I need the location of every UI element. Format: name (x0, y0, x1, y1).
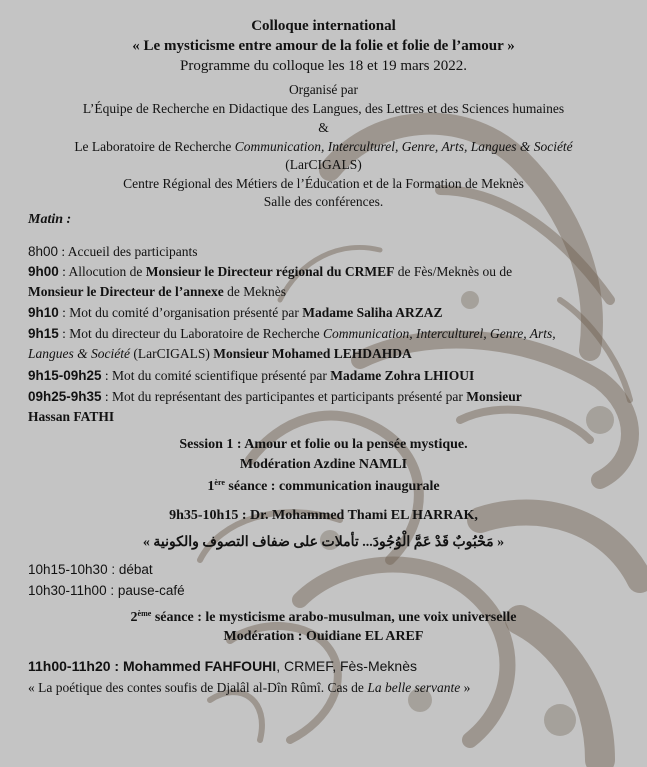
break-item: 10h30-11h00 : pause-café (28, 583, 185, 598)
schedule-item: 9h15 : Mot du directeur du Laboratoire de Recherche Communication, Interculturel, Genre, Arts, (28, 326, 556, 341)
keynote (0, 508, 647, 524)
schedule-time: 09h25-9h35 (28, 389, 102, 404)
schedule-time: 9h15 (28, 326, 59, 341)
break-time: 10h15-10h30 (28, 562, 108, 577)
session-1-moderation: Modération Azdine NAMLI (239, 457, 408, 472)
venue: Salle des conférences. (263, 194, 384, 209)
break-time: 10h30-11h00 (28, 583, 107, 598)
schedule-item-continued: Monsieur le Directeur de l’annexe de Meknès (28, 284, 286, 299)
research-team: L’Équipe de Recherche en Didactique des Langues, des Lettres et des Sciences humaines (82, 101, 565, 116)
morning-label: Matin : (28, 212, 72, 227)
keynote-speaker: Dr. Mohammed Thami EL HARRAK, (249, 508, 478, 523)
lab-prefix: Le Laboratoire de Recherche (74, 139, 235, 154)
session-1-title: Session 1 : Amour et folie ou la pensée mystique. (179, 437, 468, 452)
session-2-seance: 2ème séance : le mysticisme arabo-musulman, une voix universelle (130, 609, 517, 625)
talk-time: 11h00-11h20 : (28, 658, 123, 674)
talk-title: « La poétique des contes soufis de Djalâl al-Dîn Rûmî. Cas de La belle servante » (28, 680, 471, 695)
schedule-time: 9h15-09h25 (28, 368, 102, 383)
schedule-item: 9h00 : Allocution de Monsieur le Directeur régional du CRMEF de Fès/Meknès ou de (28, 264, 513, 279)
centre-name: Centre Régional des Métiers de l’Éducation et de la Formation de Meknès (123, 176, 524, 191)
colloquium-title: Colloque international (251, 18, 396, 34)
talk-affiliation: , CRMEF, Fès-Meknès (276, 658, 417, 674)
ampersand: & (318, 120, 329, 135)
schedule-item: 09h25-9h35 : Mot du représentant des participantes et participants présenté par Monsieur (28, 389, 522, 404)
colloquium-theme: « Le mysticisme entre amour de la folie et folie de l’amour » (132, 38, 515, 54)
schedule-time: 9h10 (28, 305, 59, 320)
schedule-item-continued: Hassan FATHI (28, 409, 115, 424)
lab-acronym: (LarCIGALS) (285, 157, 362, 172)
talk-speaker: Mohammed FAHFOUHI (122, 658, 277, 674)
schedule-time: 8h00 (28, 244, 59, 259)
programme-dates: Programme du colloque les 18 et 19 mars 2022. (179, 58, 468, 74)
organized-by: Organisé par (288, 82, 359, 97)
session-1-seance: 1ère séance : communication inaugurale (207, 478, 440, 494)
lab-name: Communication, Interculturel, Genre, Arts, Langues & Société (234, 139, 573, 154)
laboratory-line (0, 139, 647, 155)
schedule-item-continued: Langues & Société (LarCIGALS) Monsieur Mohamed LEHDAHDA (28, 346, 412, 361)
schedule-item: 8h00 : Accueil des participants (28, 244, 198, 259)
talk-item (28, 658, 628, 676)
break-item: 10h15-10h30 : débat (28, 562, 153, 577)
keynote-time: 9h35-10h15 : (169, 508, 250, 523)
session-2-moderation: Modération : Ouidiane EL AREF (223, 629, 424, 644)
schedule-time: 9h00 (28, 264, 59, 279)
keynote-title: « مَحْبُوبٌ قَدْ عَمَّ الْوُجُودَ... تأملات على ضفاف التصوف والكونية » (142, 535, 505, 550)
schedule-item: 9h10 : Mot du comité d’organisation présenté par Madame Saliha ARZAZ (28, 305, 443, 320)
schedule-item: 9h15-09h25 : Mot du comité scientifique présenté par Madame Zohra LHIOUI (28, 368, 475, 383)
